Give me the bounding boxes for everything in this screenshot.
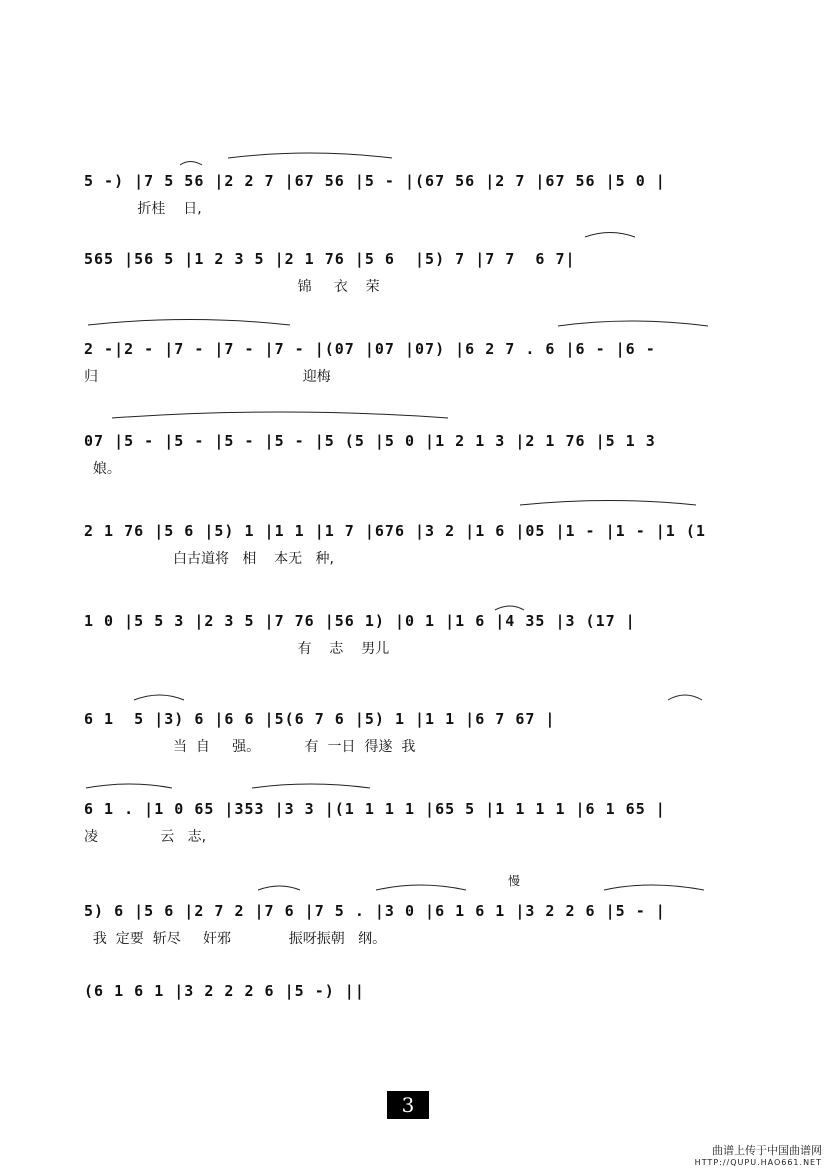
slur [376, 885, 466, 890]
lyrics-line: 白古道将 相 本无 种, [84, 551, 334, 567]
lyrics-line: 娘。 [84, 461, 121, 477]
slur [88, 320, 290, 326]
notation-line: 2 -|2 - |7 - |7 - |7 - |(07 |07 |07) |6 2 7 . 6 |6 - |6 - [84, 340, 656, 358]
watermark-url: HTTP://QUPU.HAO661.NET [694, 1158, 822, 1167]
lyrics-line: 锦 衣 荣 [84, 279, 380, 295]
notation-line: 2 1 76 |5 6 |5) 1 |1 1 |1 7 |676 |3 2 |1 6 |05 |1 - |1 - |1 (1 [84, 522, 706, 540]
watermark-text: 曲谱上传于中国曲谱网 [712, 1144, 822, 1157]
lyrics-line: 归 迎梅 [84, 369, 331, 385]
lyrics-line: 我 定要 斩尽 奸邪 振呀振朝 纲。 [84, 931, 387, 947]
slur [180, 162, 202, 166]
notation-line: 6 1 . |1 0 65 |353 |3 3 |(1 1 1 1 |65 5 |1 1 1 1 |6 1 65 | [84, 800, 666, 818]
slur [604, 885, 704, 890]
slur [520, 501, 696, 506]
notation-line: 5) 6 |5 6 |2 7 2 |7 6 |7 5 . |3 0 |6 1 6 1 |3 2 2 6 |5 - | [84, 902, 666, 920]
lyrics-line: 折桂 日, [84, 201, 202, 217]
slur [585, 233, 635, 238]
notation-line: 1 0 |5 5 3 |2 3 5 |7 76 |56 1) |0 1 |1 6 |4 35 |3 (17 | [84, 612, 636, 630]
lyrics-line: 有 志 男儿 [84, 641, 390, 657]
lyrics-line: 当 自 强。 有 一日 得遂 我 [84, 739, 416, 755]
slur [258, 886, 300, 890]
slur [134, 695, 184, 700]
slur [668, 695, 702, 700]
tempo-marking: 慢 [508, 874, 521, 888]
notation-line: (6 1 6 1 |3 2 2 2 6 |5 -) || [84, 982, 365, 1000]
slur [558, 321, 708, 326]
notation-line: 6 1 5 |3) 6 |6 6 |5(6 7 6 |5) 1 |1 1 |6 7 67 | [84, 710, 556, 728]
notation-line: 565 |56 5 |1 2 3 5 |2 1 76 |5 6 |5) 7 |7 7 6 7| [84, 250, 576, 268]
watermark [695, 1142, 822, 1167]
slur [228, 153, 392, 158]
lyrics-line: 凌 云 志, [84, 829, 207, 845]
slur [252, 784, 370, 788]
slur [86, 784, 172, 788]
slur [112, 412, 448, 418]
slur [495, 606, 524, 610]
notation-line: 5 -) |7 5 56 |2 2 7 |67 56 |5 - |(67 56 |2 7 |67 56 |5 0 | [84, 172, 666, 190]
page-number: 3 [387, 1091, 429, 1119]
notation-line: 07 |5 - |5 - |5 - |5 - |5 (5 |5 0 |1 2 1 3 |2 1 76 |5 1 3 [84, 432, 656, 450]
